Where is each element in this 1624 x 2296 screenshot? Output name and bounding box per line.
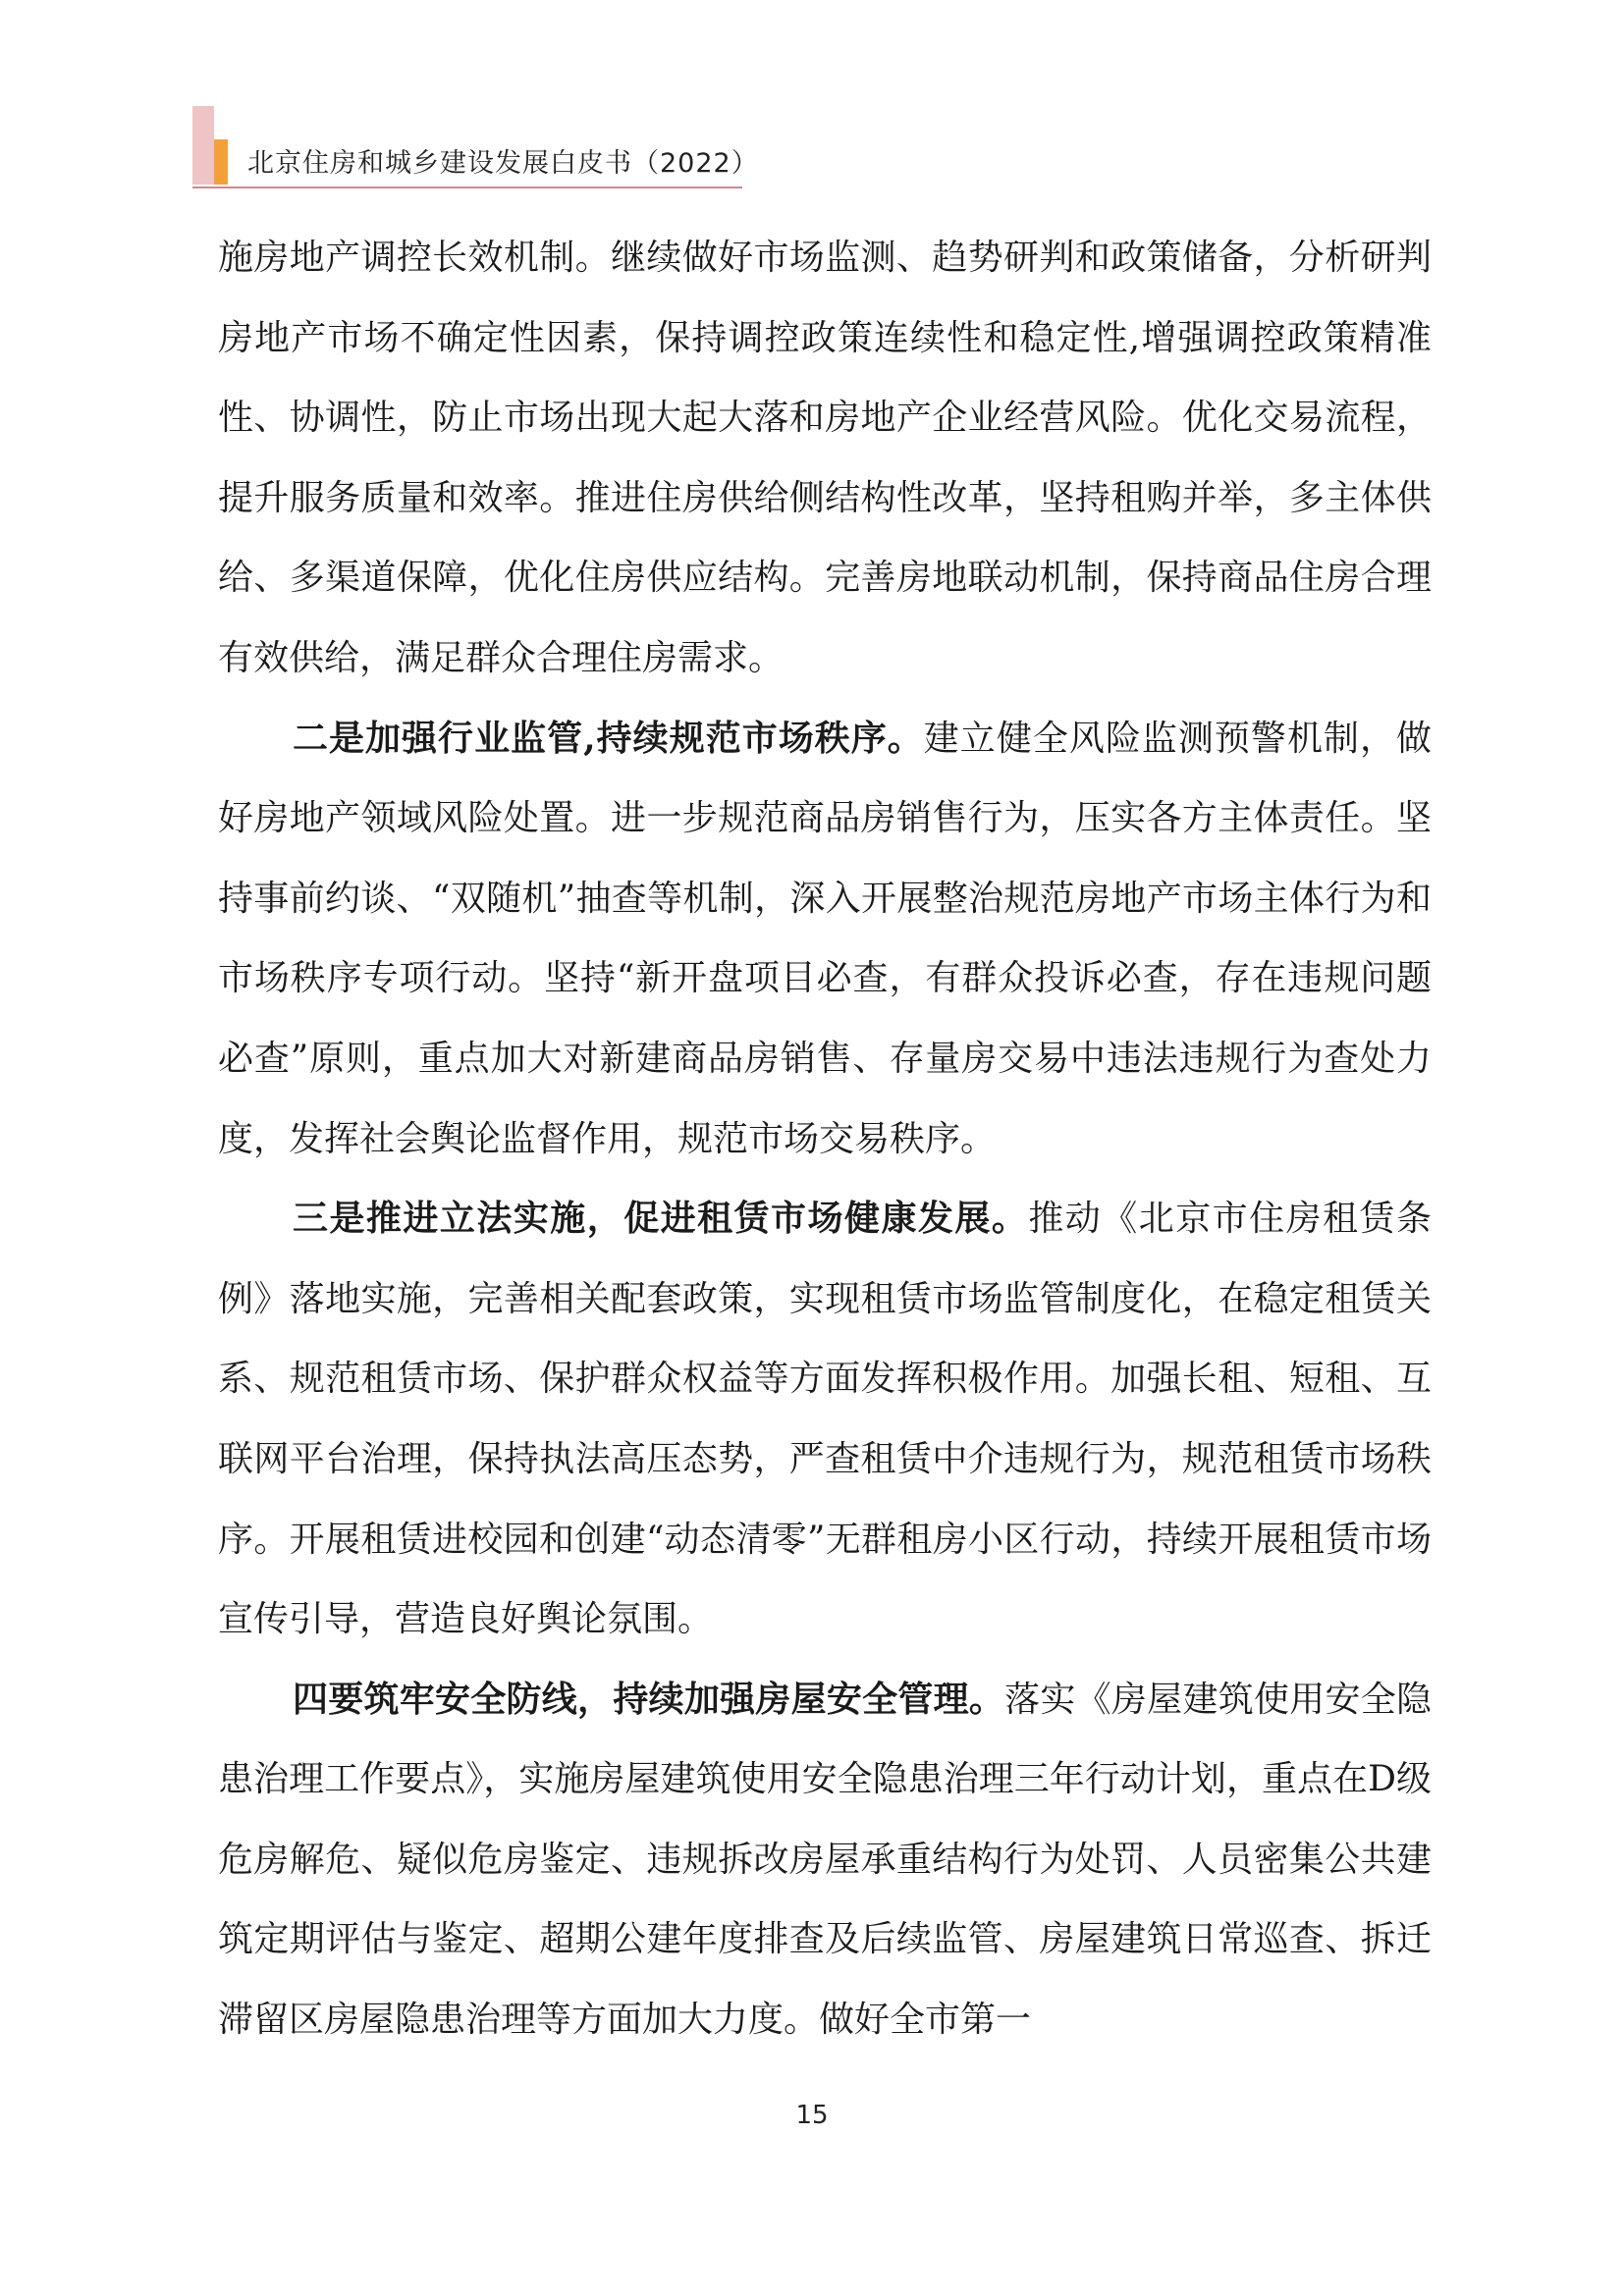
paragraph: [218, 699, 1432, 1180]
paragraph-lead: 三是推进立法实施，促进租赁市场健康发展。: [293, 1198, 1029, 1240]
paragraph-lead: 二是加强行业监管,持续规范市场秩序。: [293, 717, 924, 759]
page-header: [192, 106, 782, 190]
paragraph: [218, 218, 1432, 699]
header-accent-bar: [192, 106, 214, 185]
page-number: 15: [795, 2101, 829, 2130]
paragraph: [218, 1179, 1432, 1660]
paragraph-text: 推动《北京市住房租赁条例》落地实施，完善相关配套政策，实现租赁市场监管制度化，在稳定租赁关系、规范租赁市场、保护群众权益等方面发挥积极作用。加强长租、短租、互联网平台治理，保持执法高压态势，严查租赁中介违规行为，规范租赁市场秩序。开展租赁进校园和创建“动态清零”无群租房小区行动，持续开展租赁市场宣传引导，营造良好舆论氛围。: [218, 1199, 1432, 1640]
header-underline: [192, 187, 742, 188]
body-text: [218, 218, 1432, 2060]
paragraph-text: 施房地产调控长效机制。继续做好市场监测、趋势研判和政策储备，分析研判房地产市场不确定性因素，保持调控政策连续性和稳定性,增强调控政策精准性、协调性，防止市场出现大起大落和房地产企业经营风险。优化交易流程，提升服务质量和效率。推进住房供给侧结构性改革，坚持租购并举，多主体供给、多渠道保障，优化住房供应结构。完善房地联动机制，保持商品住房合理有效供给，满足群众合理住房需求。: [218, 238, 1432, 678]
paragraph-text: 建立健全风险监测预警机制，做好房地产领域风险处置。进一步规范商品房销售行为，压实各方主体责任。坚持事前约谈、“双随机”抽查等机制，深入开展整治规范房地产市场主体行为和市场秩序专项行动。坚持“新开盘项目必查，有群众投诉必查，存在违规问题必查”原则，重点加大对新建商品房销售、存量房交易中违法违规行为查处力度，发挥社会舆论监督作用，规范市场交易秩序。: [218, 718, 1432, 1159]
paragraph: [218, 1660, 1432, 2060]
paragraph-lead: 四要筑牢安全防线，持续加强房屋安全管理。: [293, 1678, 1005, 1720]
running-title: 北京住房和城乡建设发展白皮书（2022）: [247, 148, 759, 179]
paragraph-text: 落实《房屋建筑使用安全隐患治理工作要点》，实施房屋建筑使用安全隐患治理三年行动计划，重点在D级危房解危、疑似危房鉴定、违规拆改房屋承重结构行为处罚、人员密集公共建筑定期评估与鉴定、超期公建年度排查及后续监管、房屋建筑日常巡查、拆迁滞留区房屋隐患治理等方面加大力度。做好全市第一: [218, 1679, 1432, 2041]
header-accent-bar-orange: [214, 139, 228, 185]
